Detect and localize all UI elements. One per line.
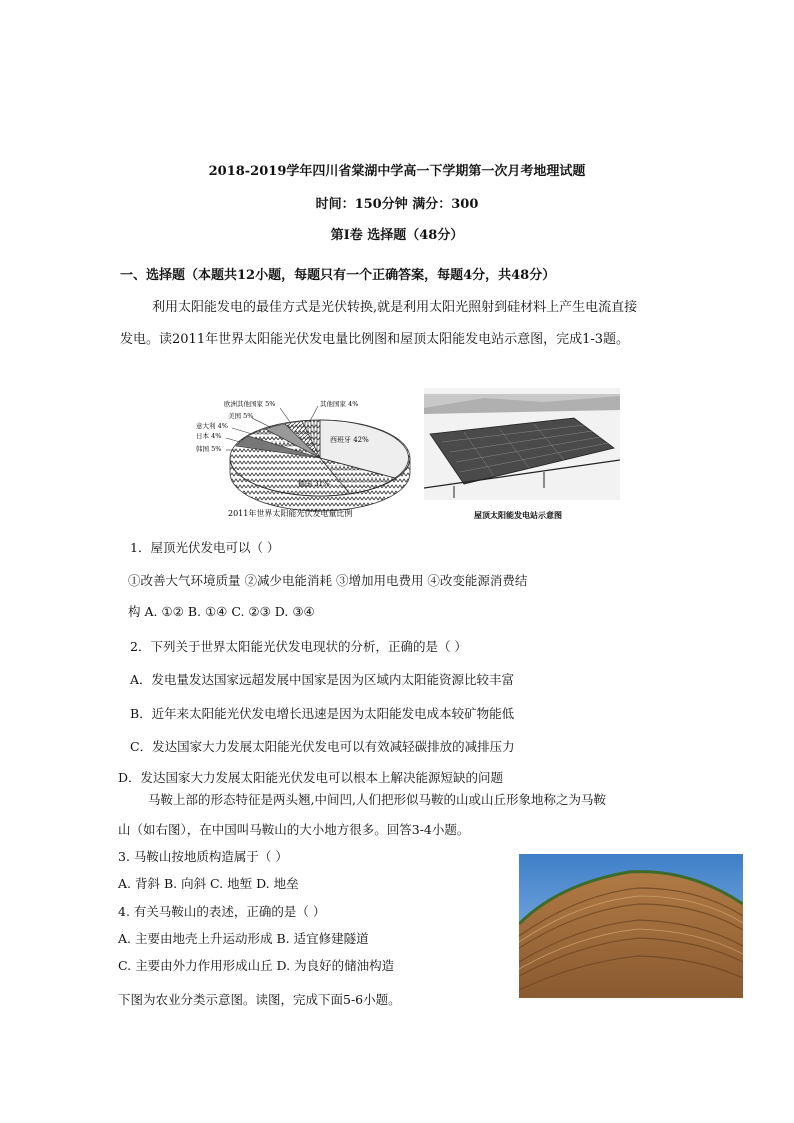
pie-label-korea: 韩国 5% (196, 445, 222, 453)
next-intro: 下图为农业分类示意图。读图，完成下面5-6小题。 (118, 992, 401, 1007)
q2-option-d: D．发达国家大力发展太阳能光伏发电可以根本上解决能源短缺的问题 (118, 770, 504, 785)
section-heading: 一、选择题（本题共12小题，每题只有一个正确答案，每题4分，共48分） (120, 268, 556, 283)
q2-option-c: C．发达国家大力发展太阳能光伏发电可以有效减轻碳排放的减排压力 (130, 739, 515, 754)
intro-line-1: 利用太阳能发电的最佳方式是光伏转换,就是利用太阳光照射到硅材料上产生电流直接 (152, 300, 638, 315)
saddle-mountain-photo (519, 854, 743, 998)
q4-stem: 4. 有关马鞍山的表述，正确的是（ ） (118, 904, 326, 919)
q3-stem: 3. 马鞍山按地质构造属于（ ） (118, 849, 288, 864)
q4-options-cd: C. 主要由外力作用形成山丘 D. 为良好的储油构造 (118, 958, 395, 973)
pie-label-europe-other: 欧洲其他国家 5% (224, 400, 276, 408)
part-heading: 第Ⅰ卷 选择题（48分） (330, 228, 464, 243)
saddle-intro-line2: 山（如右图），在中国叫马鞍山的大小地方很多。回答3-4小题。 (118, 822, 470, 837)
pie-label-germany: 德国 31% (298, 480, 330, 488)
pie-caption: 2011年世界太阳能光伏发电量比例 (228, 509, 353, 518)
exam-meta: 时间：150分钟 满分：300 (315, 197, 479, 212)
pv-share-pie-figure (190, 388, 425, 528)
exam-title: 2018-2019学年四川省棠湖中学高一下学期第一次月考地理试题 (208, 164, 586, 179)
pie-label-other: 其他国家 4% (320, 400, 359, 408)
pie-label-japan: 日本 4% (196, 432, 222, 440)
q2-option-a: A．发电量发达国家远超发展中国家是因为区域内太阳能资源比较丰富 (130, 672, 515, 687)
solar-caption: 屋顶太阳能发电站示意图 (474, 510, 562, 520)
intro-line-2: 发电。读2011年世界太阳能光伏发电量比例图和屋顶太阳能发电站示意图，完成1-3题。 (120, 332, 630, 347)
q1-options-line1: ①改善大气环境质量 ②减少电能消耗 ③增加用电费用 ④改变能源消费结 (128, 573, 528, 588)
q3-options: A. 背斜 B. 向斜 C. 地堑 D. 地垒 (118, 876, 299, 891)
q2-option-b: B．近年来太阳能光伏发电增长迅速是因为太阳能发电成本较矿物能低 (130, 706, 515, 721)
q1-stem: 1．屋顶光伏发电可以（ ） (130, 540, 280, 555)
saddle-intro-line1: 马鞍上部的形态特征是两头翘,中间凹,人们把形似马鞍的山或山丘形象地称之为马鞍 (148, 792, 606, 807)
pie-label-usa: 美国 5% (228, 412, 254, 420)
rooftop-solar-figure (424, 388, 620, 528)
q2-stem: 2．下列关于世界太阳能光伏发电现状的分析，正确的是（ ） (130, 639, 467, 654)
q1-options-line2: 构 A. ①② B. ①④ C. ②③ D. ③④ (128, 604, 315, 619)
q4-options-ab: A. 主要由地壳上升运动形成 B. 适宜修建隧道 (118, 931, 369, 946)
pie-label-italy: 意大利 4% (196, 422, 228, 430)
pie-label-spain: 西班牙 42% (330, 436, 369, 444)
